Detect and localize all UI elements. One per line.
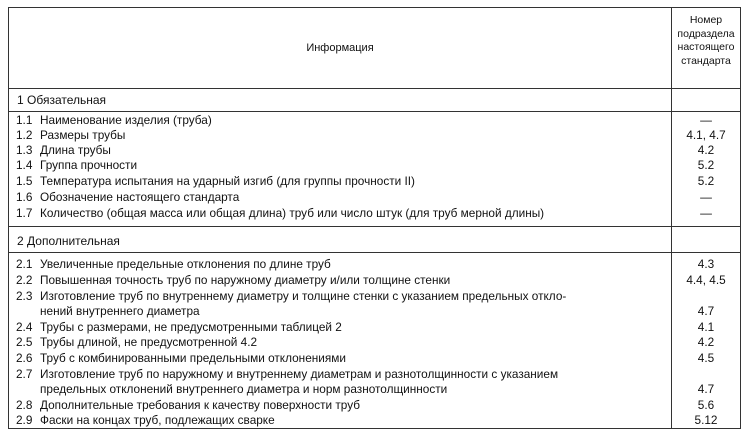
header-num-line: стандарта — [681, 54, 731, 67]
item-number: 1.4 — [16, 158, 33, 172]
item-reference: — — [700, 113, 712, 127]
item-text: нений внутреннего диаметра — [40, 304, 200, 318]
item-reference: 4.3 — [697, 257, 715, 271]
item-text: Наименование изделия (труба) — [40, 113, 212, 127]
item-reference: 4.1, 4.7 — [686, 128, 726, 142]
item-text: Обозначение настоящего стандарта — [40, 190, 240, 204]
item-number: 2.2 — [16, 273, 33, 287]
section-title-optional: 2 Дополнительная — [17, 234, 120, 248]
header-num-line: Номер — [689, 14, 723, 26]
item-number: 1.2 — [16, 128, 33, 142]
header-divider — [9, 88, 740, 89]
item-reference: — — [700, 206, 712, 220]
item-text: предельных отклонений внутреннего диаметра и норм разнотолщинности — [40, 382, 448, 396]
item-reference: 4.1 — [697, 320, 715, 334]
item-text: Труб с комбинированными предельными отклонениями — [40, 351, 346, 365]
section-divider — [9, 226, 740, 227]
item-reference: 4.4, 4.5 — [686, 273, 726, 287]
item-number: 1.6 — [16, 190, 33, 204]
item-reference: 5.2 — [697, 174, 715, 188]
item-text: Изготовление труб по наружному и внутреннему диаметрам и разнотолщинности с указанием — [40, 367, 559, 381]
item-number: 2.3 — [16, 289, 33, 303]
item-number: 2.8 — [16, 398, 33, 412]
requirements-table — [8, 7, 741, 429]
item-number: 2.1 — [16, 257, 33, 271]
item-number: 1.5 — [16, 174, 33, 188]
item-text: Количество (общая масса или общая длина) труб или число штук (для труб мерной длины) — [40, 206, 545, 220]
item-number: 2.7 — [16, 367, 33, 381]
header-num-line: настоящего — [677, 41, 735, 53]
item-reference: 4.7 — [697, 304, 715, 318]
item-reference: 4.7 — [697, 382, 715, 396]
header-info-cell — [9, 8, 671, 88]
section-title-mandatory: 1 Обязательная — [17, 93, 107, 107]
item-text: Изготовление труб по внутреннему диаметру и толщине стенки с указанием предельных откло- — [40, 289, 567, 303]
item-number: 2.5 — [16, 335, 33, 349]
item-text: Трубы с размерами, не предусмотренными таблицей 2 — [40, 320, 342, 334]
item-reference: 4.2 — [697, 335, 715, 349]
item-number: 1.7 — [16, 206, 33, 220]
header-num-line: подраздела — [677, 27, 735, 40]
item-reference: 5.2 — [697, 158, 715, 172]
item-number: 2.6 — [16, 351, 33, 365]
item-text: Температура испытания на ударный изгиб (для группы прочности II) — [40, 174, 415, 188]
item-reference: 4.2 — [697, 143, 715, 157]
item-number: 2.9 — [16, 413, 33, 427]
item-text: Фаски на концах труб, подлежащих сварке — [40, 413, 275, 427]
item-text: Увеличенные предельные отклонения по длине труб — [40, 257, 331, 271]
header-num-cell — [672, 14, 740, 68]
item-text: Длина трубы — [40, 143, 111, 157]
item-reference: 5.12 — [694, 413, 718, 427]
item-reference: 4.5 — [697, 351, 715, 365]
item-reference: — — [700, 190, 712, 204]
item-text: Трубы длиной, не предусмотренной 4.2 — [40, 335, 258, 349]
item-number: 1.1 — [16, 113, 33, 127]
item-number: 1.3 — [16, 143, 33, 157]
item-text: Дополнительные требования к качеству поверхности труб — [40, 398, 361, 412]
section-divider — [9, 252, 740, 253]
item-text: Размеры трубы — [40, 128, 126, 142]
section-divider — [9, 111, 740, 112]
item-text: Группа прочности — [40, 158, 138, 172]
item-reference: 5.6 — [697, 398, 715, 412]
item-number: 2.4 — [16, 320, 33, 334]
header-info-label: Информация — [306, 42, 374, 54]
item-text: Повышенная точность труб по наружному диаметру и/или толщине стенки — [40, 273, 451, 287]
